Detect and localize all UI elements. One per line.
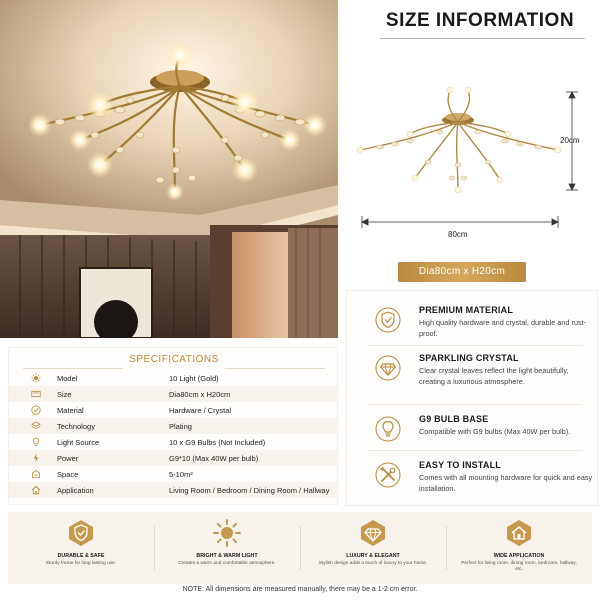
benefit-title: LUXURY & ELEGANT xyxy=(346,553,400,559)
benefit-text: Sturdy frame for long lasting use. xyxy=(45,561,117,566)
spec-value: 5-10m² xyxy=(169,470,193,479)
diamond-icon xyxy=(358,518,388,548)
bolt-icon xyxy=(31,453,41,463)
width-dimension-label: 80cm xyxy=(448,230,468,239)
feature-divider xyxy=(367,345,582,346)
bulb-icon xyxy=(31,437,41,447)
width-arrow xyxy=(362,216,558,228)
benefit-title: DURABLE & SAFE xyxy=(57,553,105,559)
feature-title: EASY TO INSTALL xyxy=(419,460,502,470)
tools-icon xyxy=(375,462,401,488)
spec-row-model xyxy=(9,370,339,386)
product-room-photo xyxy=(0,0,338,338)
spec-row-material xyxy=(9,402,339,418)
feature-divider xyxy=(367,404,582,405)
home-icon xyxy=(504,518,534,548)
spec-value: 10 Light (Gold) xyxy=(169,374,219,383)
home-icon xyxy=(31,485,41,495)
layers-icon xyxy=(31,421,41,431)
sun-icon xyxy=(212,518,242,548)
feature-text: Clear crystal leaves reflect the light beautifully, creating a luxurious atmosphere. xyxy=(419,366,569,386)
benefit-luxury-elegant xyxy=(300,512,446,584)
specifications-title: SPECIFICATIONS xyxy=(129,354,219,365)
feature-divider xyxy=(367,450,582,451)
space-icon xyxy=(31,469,41,479)
spec-key: Light Source xyxy=(57,438,100,447)
specifications-table xyxy=(8,347,338,505)
spec-key: Material xyxy=(57,406,84,415)
height-dimension-label: 20cm xyxy=(560,136,580,145)
spec-value: 10 x G9 Bulbs (Not Included) xyxy=(169,438,266,447)
spec-row-power xyxy=(9,450,339,466)
feature-text: Compatible with G9 bulbs (Max 40W per bulb). xyxy=(419,427,571,436)
spec-row-size xyxy=(9,386,339,402)
dimension-badge: Dia80cm x H20cm xyxy=(398,262,526,282)
room-scene-illustration xyxy=(0,0,338,338)
material-icon xyxy=(31,405,41,415)
title-underline xyxy=(380,38,585,39)
spec-key: Application xyxy=(57,486,94,495)
specs-title-rule-right xyxy=(225,368,325,369)
benefit-bright-warm-light xyxy=(154,512,300,584)
benefit-text: Creates a warm and comfortable atmosphere. xyxy=(178,561,276,566)
size-information-title: SIZE INFORMATION xyxy=(385,10,575,31)
specs-title-rule-left xyxy=(23,368,123,369)
feature-text: High quality hardware and crystal, durable and rust-proof. xyxy=(419,318,587,338)
spec-key: Model xyxy=(57,374,78,383)
chandelier-dimension-drawing xyxy=(340,50,600,250)
feature-list xyxy=(346,290,598,506)
spec-key: Space xyxy=(57,470,79,479)
benefit-title: WIDE APPLICATION xyxy=(493,553,545,559)
benefit-title: BRIGHT & WARM LIGHT xyxy=(196,553,258,559)
spec-key: Technology xyxy=(57,422,95,431)
spec-value: Hardware / Crystal xyxy=(169,406,232,415)
diamond-icon xyxy=(375,355,401,381)
benefit-text: Perfect for living room, dining room, bedroom, hallway, etc. xyxy=(461,561,577,573)
sun-icon xyxy=(31,373,41,383)
spec-row-space xyxy=(9,466,339,482)
feature-title: SPARKLING CRYSTAL xyxy=(419,353,519,363)
spec-value: Living Room / Bedroom / Dining Room / Hallway xyxy=(169,486,330,495)
benefit-wide-application xyxy=(446,512,592,584)
spec-value: Plating xyxy=(169,422,192,431)
spec-key: Size xyxy=(57,390,72,399)
feature-title: PREMIUM MATERIAL xyxy=(419,305,514,315)
benefits-bar xyxy=(8,512,592,584)
spec-row-light-source xyxy=(9,434,339,450)
spec-row-technology xyxy=(9,418,339,434)
measurement-note: NOTE: All dimensions are measured manually, there may be a 1-2 cm error. xyxy=(182,586,418,593)
dimension-diagram xyxy=(340,50,600,250)
benefit-text: Stylish design adds a touch of luxury to your home. xyxy=(318,561,428,566)
ruler-icon xyxy=(31,389,41,399)
spec-row-application xyxy=(9,482,339,498)
feature-title: G9 BULB BASE xyxy=(419,414,489,424)
spec-key: Power xyxy=(57,454,79,463)
shield-hand-icon xyxy=(375,307,401,333)
spec-value: Dia80cm x H20cm xyxy=(169,390,231,399)
spec-value: G9*10 (Max 40W per bulb) xyxy=(169,454,259,463)
feature-text: Comes with all mounting hardware for quick and easy installation. xyxy=(419,473,593,493)
bulb-icon xyxy=(375,416,401,442)
shield-hand-icon xyxy=(66,518,96,548)
benefit-durable-safe xyxy=(8,512,154,584)
